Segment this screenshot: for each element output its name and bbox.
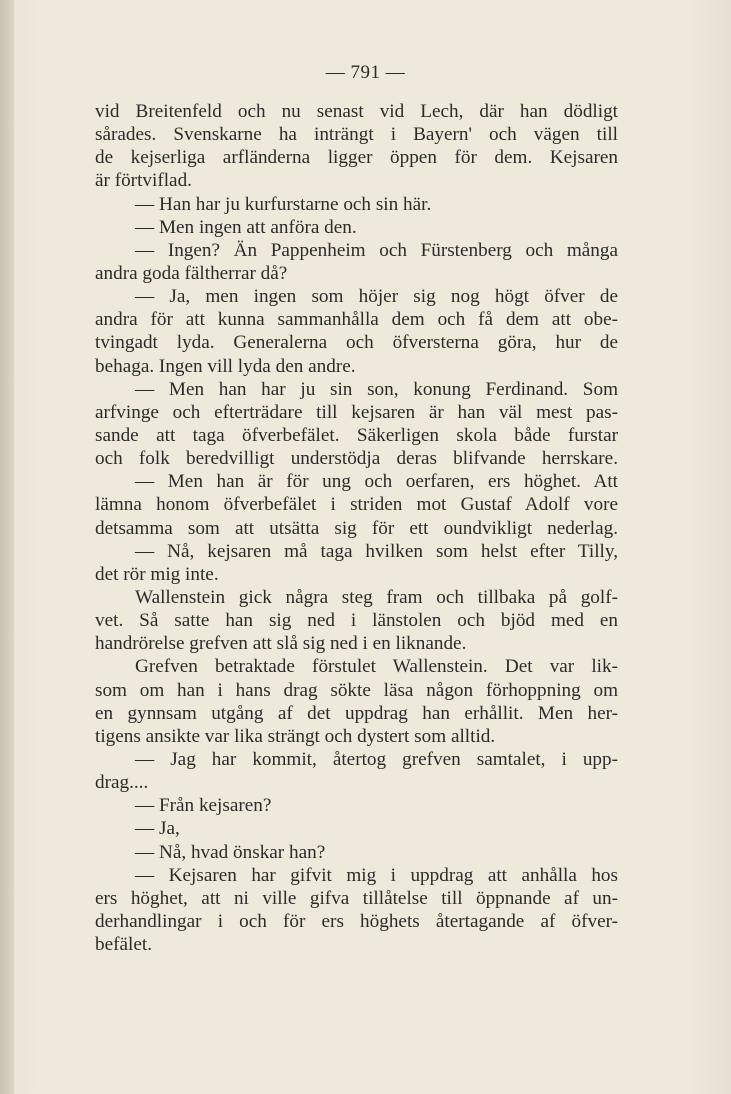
text-line: vid Breitenfeld och nu senast vid Lech, där han dödligt bbox=[95, 101, 618, 122]
text-line: sårades. Svenskarne ha inträngt i Bayern' och vägen till bbox=[95, 124, 618, 146]
page-number: — 791 — bbox=[325, 62, 406, 83]
text-line: handrörelse grefven att slå sig ned i en liknande. bbox=[95, 633, 467, 655]
text-line: tigens ansikte var lika strängt och dystert som alltid. bbox=[95, 725, 496, 747]
text-line: behaga. Ingen vill lyda den andre. bbox=[95, 355, 356, 377]
page-spine-shadow bbox=[0, 0, 14, 1094]
text-line: — Nå, kejsaren må taga hvilken som helst efter Tilly, bbox=[135, 540, 618, 562]
text-line: vet. Så satte han sig ned i länstolen och bjöd med en bbox=[95, 610, 618, 632]
text-line: derhandlingar i och för ers höghets återtagande af öfver- bbox=[95, 910, 618, 932]
text-line: lämna honom öfverbefälet i striden mot Gustaf Adolf vore bbox=[95, 494, 618, 516]
text-line: Grefven betraktade förstulet Wallenstein. Det var lik- bbox=[135, 656, 618, 678]
text-line: befälet. bbox=[95, 934, 152, 956]
text-line: — Ja, bbox=[135, 818, 180, 840]
text-line: en gynnsam utgång af det uppdrag han erhållit. Men her- bbox=[95, 702, 618, 724]
text-line: Wallenstein gick några steg fram och tillbaka på golf- bbox=[135, 586, 618, 608]
text-line: — Kejsaren har gifvit mig i uppdrag att anhålla hos bbox=[135, 864, 618, 886]
text-line: andra för att kunna sammanhålla dem och få dem att obe- bbox=[95, 309, 618, 331]
body-text bbox=[95, 100, 618, 956]
text-line: ers höghet, att ni ville gifva tillåtelse till öppnande af un- bbox=[95, 887, 618, 909]
text-line: — Från kejsaren? bbox=[135, 795, 272, 817]
text-line: — Han har ju kurfurstarne och sin här. bbox=[135, 193, 432, 215]
text-line: sande att taga öfverbefälet. Säkerligen skola både furstar bbox=[95, 424, 618, 446]
text-line: det rör mig inte. bbox=[95, 563, 219, 585]
text-line: tvingadt lyda. Generalerna och öfversterna göra, hur de bbox=[95, 332, 618, 354]
text-line: — Men han har ju sin son, konung Ferdinand. Som bbox=[135, 378, 618, 400]
text-line: — Ingen? Än Pappenheim och Fürstenberg och många bbox=[135, 239, 618, 261]
text-line: andra goda fältherrar då? bbox=[95, 262, 288, 284]
text-line: som om han i hans drag sökte läsa någon förhoppning om bbox=[95, 679, 618, 701]
text-line: drag.... bbox=[95, 772, 149, 794]
text-line: arfvinge och efterträdare till kejsaren är han väl mest pas- bbox=[95, 401, 618, 423]
text-line: de kejserliga arfländerna ligger öppen för dem. Kejsaren bbox=[95, 147, 618, 169]
text-line: — Jag har kommit, återtog grefven samtalet, i upp- bbox=[135, 748, 618, 770]
text-line: och folk beredvilligt understödja deras blifvande herrskare. bbox=[95, 448, 618, 470]
text-line: — Nå, hvad önskar han? bbox=[135, 841, 326, 863]
text-line: detsamma som att utsätta sig för ett oundvikligt nederlag. bbox=[95, 517, 618, 539]
text-line: — Men han är för ung och oerfaren, ers höghet. Att bbox=[135, 471, 618, 493]
text-line: — Men ingen att anföra den. bbox=[135, 216, 357, 238]
text-line: är förtviflad. bbox=[95, 170, 192, 192]
text-line: — Ja, men ingen som höjer sig nog högt öfver de bbox=[135, 286, 618, 308]
